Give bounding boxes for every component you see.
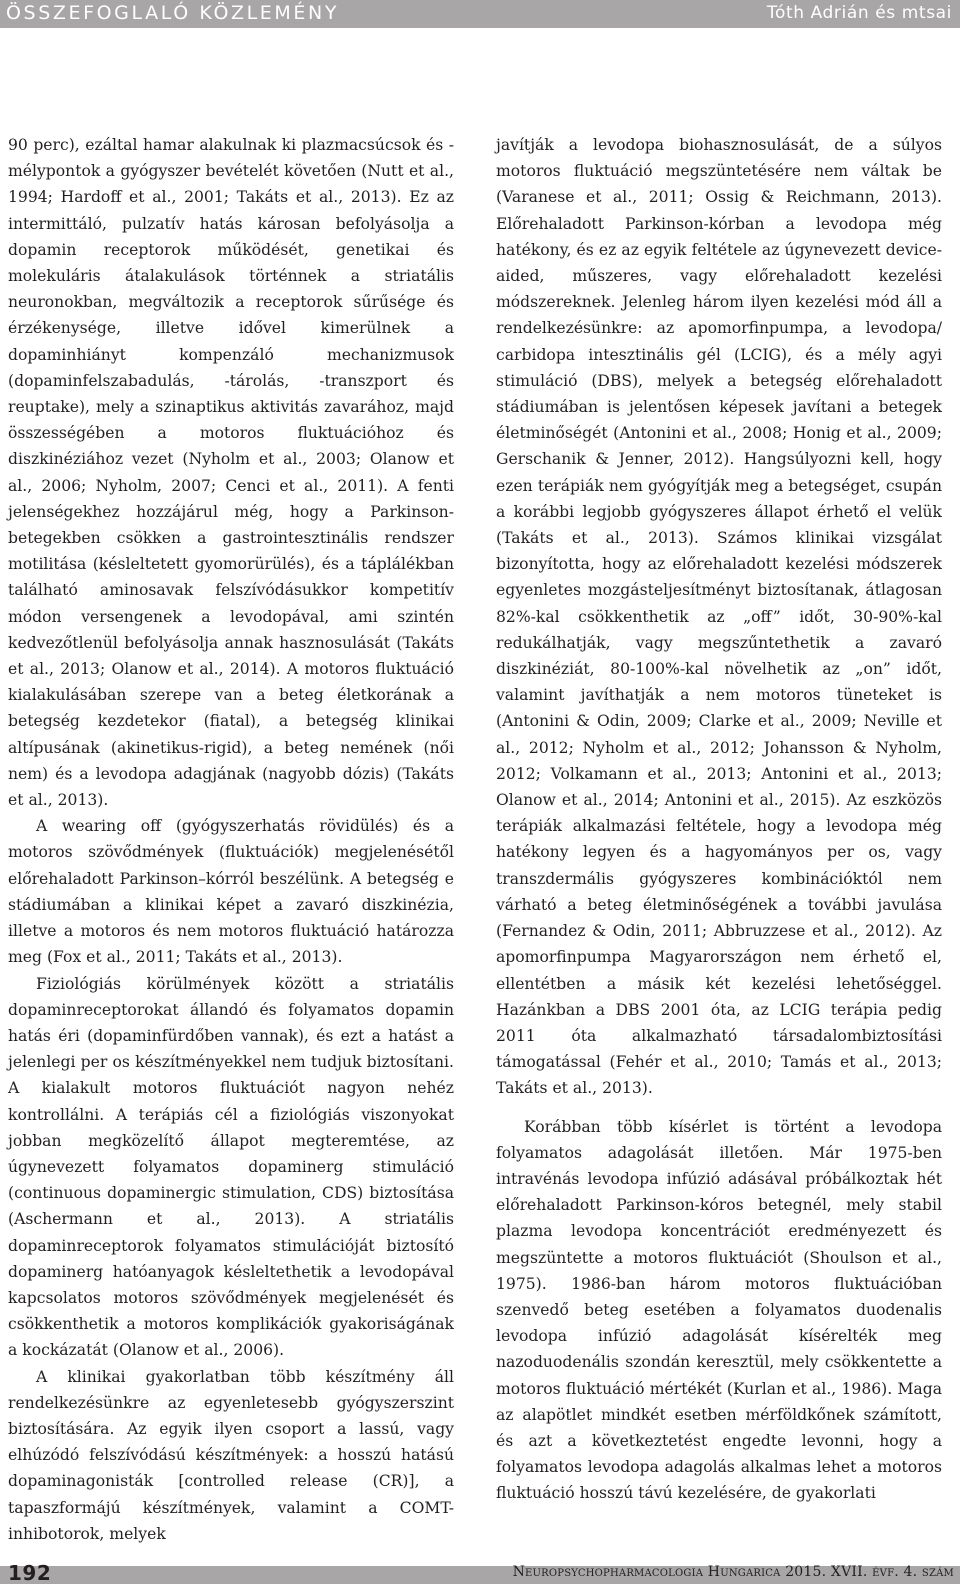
- journal-citation: Neuropsychopharmacologia Hungarica 2015. XVII. évf. 4. szám: [512, 1564, 954, 1580]
- running-header: [0, 0, 960, 28]
- running-authors: Tóth Adrián és mtsai: [766, 3, 952, 23]
- page-number: 192: [8, 1561, 52, 1585]
- paragraph: A wearing off (gyógyszerhatás rövidülés) és a motoros szövődmények (fluktuációk) megjelenésétől előrehaladott Parkinson–kórról beszélünk. A betegség e stádiumában a klinikai képet a zavaró diszkinézia, illetve a motoros és nem motoros fluktuáció határozza meg (Fox et al., 2011; Takáts et al., 2013).: [8, 817, 454, 967]
- left-column: [8, 132, 454, 1547]
- paragraph: 90 perc), ezáltal hamar alakulnak ki plazmacsúcsok és -mélypontok a gyógyszer bevételét követően (Nutt et al., 1994; Hardoff et al., 2001; Takáts et al., 2013). Ez az intermittáló, pulzatív hatás károsan befolyásolja a dopamin receptorok működését, genetikai és molekuláris átalakulások történnek a striatális neuronokban, megváltozik a receptorok sűrűsége és érzékenysége, illetve idővel kimerülnek a dopaminhiányt kompenzáló mechanizmusok (dopaminfelszabadulás, -tárolás, -transzport és reuptake), mely a szinaptikus aktivitás zavarához, majd összességében a motoros fluktuációhoz és diszkinéziához vezet (Nyholm et al., 2003; Olanow et al., 2006; Nyholm, 2007; Cenci et al., 2011). A fenti jelenségekhez hozzájárul még, hogy a Parkinson-betegekben csökken a gastrointesztinális rendszer motilitása (késleltetett gyomorürülés), és a táplálékban található aminosavak felszívódásukkor kompetitív módon versengenek a levodopával, ami szintén kedvezőtlenül befolyásolja annak hasznosulását (Takáts et al., 2013; Olanow et al., 2014). A motoros fluktuáció kialakulásában szerepe van a beteg életkorának a betegség kezdetekor (fiatal), a betegség klinikai altípusának (akinetikus-rigid), a beteg nemének (női nem) és a levodopa adagjának (nagyobb dózis) (Takáts et al., 2013).: [8, 136, 454, 810]
- paragraph: Fiziológiás körülmények között a striatális dopaminreceptorokat állandó és folyamatos dopamin hatás éri (dopaminfürdőben vannak), és ezt a hatást a jelenlegi per os készítményekkel nem tudjuk biztosítani. A kialakult motoros fluktuációt nagyon nehéz kontrollálni. A terápiás cél a fiziológiás viszonyokat jobban megközelítő állapot megteremtése, az úgynevezett folyamatos dopaminerg stimuláció (continuous dopaminergic stimulation, CDS) biztosítása (Aschermann et al., 2013). A striatális dopaminreceptorok folyamatos stimulációját biztosító dopaminerg hatóanyagok késleltethetik a levodopával kapcsolatos motoros szövődmények megjelenését és csökkenthetik a motoros komplikációk gyakoriságának a kockázatát (Olanow et al., 2006).: [8, 974, 454, 1360]
- right-column: [496, 132, 942, 1507]
- paragraph: A klinikai gyakorlatban több készítmény áll rendelkezésünkre az egyenletesebb gyógyszerszint biztosítására. Az egyik ilyen csoport a lassú, vagy elhúzódó felszívódású készítmények: a hosszú hatású dopaminagonisták [controlled release (CR)], a tapaszformájú készítmények, valamint a COMT-inhibotorok, melyek: [8, 1367, 454, 1543]
- section-title: ÖSSZEFOGLALÓ KÖZLEMÉNY: [6, 2, 340, 24]
- page-footer: [0, 1561, 960, 1585]
- paragraph: javítják a levodopa biohasznosulását, de a súlyos motoros fluktuáció megszüntetésére nem váltak be (Varanese et al., 2011; Ossig & Reichmann, 2013). Előrehaladott Parkinson-kórban a levodopa még hatékony, és ez az egyik feltétele az úgynevezett device-aided, műszeres, vagy előrehaladott kezelési módszereknek. Jelenleg három ilyen kezelési mód áll a rendelkezésünkre: az apomorfinpumpa, a levodopa/ carbidopa intesztinális gél (LCIG), és a mély agyi stimuláció (DBS), melyek a betegség előrehaladott stádiumában is jelentősen képesek javítani a betegek életminőségét (Antonini et al., 2008; Honig et al., 2009; Gerschanik & Jenner, 2012). Hangsúlyozni kell, hogy ezen terápiák nem gyógyítják meg a betegséget, csupán a korábbi legjobb gyógyszeres állapot érhető el velük (Takáts et al., 2013). Számos klinikai vizsgálat bizonyította, hogy az előrehaladott kezelési módszerek egyenletes mozgásteljesítményt biztosítanak, átlagosan 82%-kal csökkenthetik az „off” időt, 30-90%-kal redukálhatják, vagy megszűntethetik a zavaró diszkinéziát, 80-100%-kal növelhetik az „on” időt, valamint javíthatják a nem motoros tüneteket is (Antonini & Odin, 2009; Clarke et al., 2009; Neville et al., 2012; Nyholm et al., 2012; Johansson & Nyholm, 2012; Volkamann et al., 2013; Antonini et al., 2013; Olanow et al., 2014; Antonini et al., 2015). Az eszközös terápiák alkalmazási feltétele, hogy a levodopa még hatékony legyen és a hagyományos per os, vagy transzdermális gyógyszeres kombinációktól nem várható a beteg életminőségének a további javulása (Fernandez & Odin, 2011; Abbruzzese et al., 2012). Az apomorfinpumpa Magyarországon nem érhető el, ellentétben a másik két kezelési lehetőséggel. Hazánkban a DBS 2001 óta, az LCIG terápia pedig 2011 óta alkalmazható társadalombiztosítási támogatással (Fehér et al., 2010; Tamás et al., 2013; Takáts et al., 2013).: [496, 136, 942, 1098]
- paragraph: Korábban több kísérlet is történt a levodopa folyamatos adagolását illetően. Már 1975-ben intravénás levodopa infúzió adásával próbálkoztak hét előrehaladott Parkinson-kóros betegnél, mely stabil plazma levodopa koncentrációt eredményezett és megszüntette a motoros fluktuációt (Shoulson et al., 1975). 1986-ban három motoros fluktuációban szenvedő beteg esetében a folyamatos duodenalis levodopa infúzió adagolását kísérelték meg nazoduodenális szondán keresztül, mely csökkentette a motoros fluktuáció mértékét (Kurlan et al., 1986). Maga az alapötlet mindkét esetben mérföldkőnek számított, és azt a következtetést engedte levonni, hogy a folyamatos levodopa adagolás alkalmas lehet a motoros fluktuáció hosszú távú kezelésére, de gyakorlati: [496, 1117, 942, 1503]
